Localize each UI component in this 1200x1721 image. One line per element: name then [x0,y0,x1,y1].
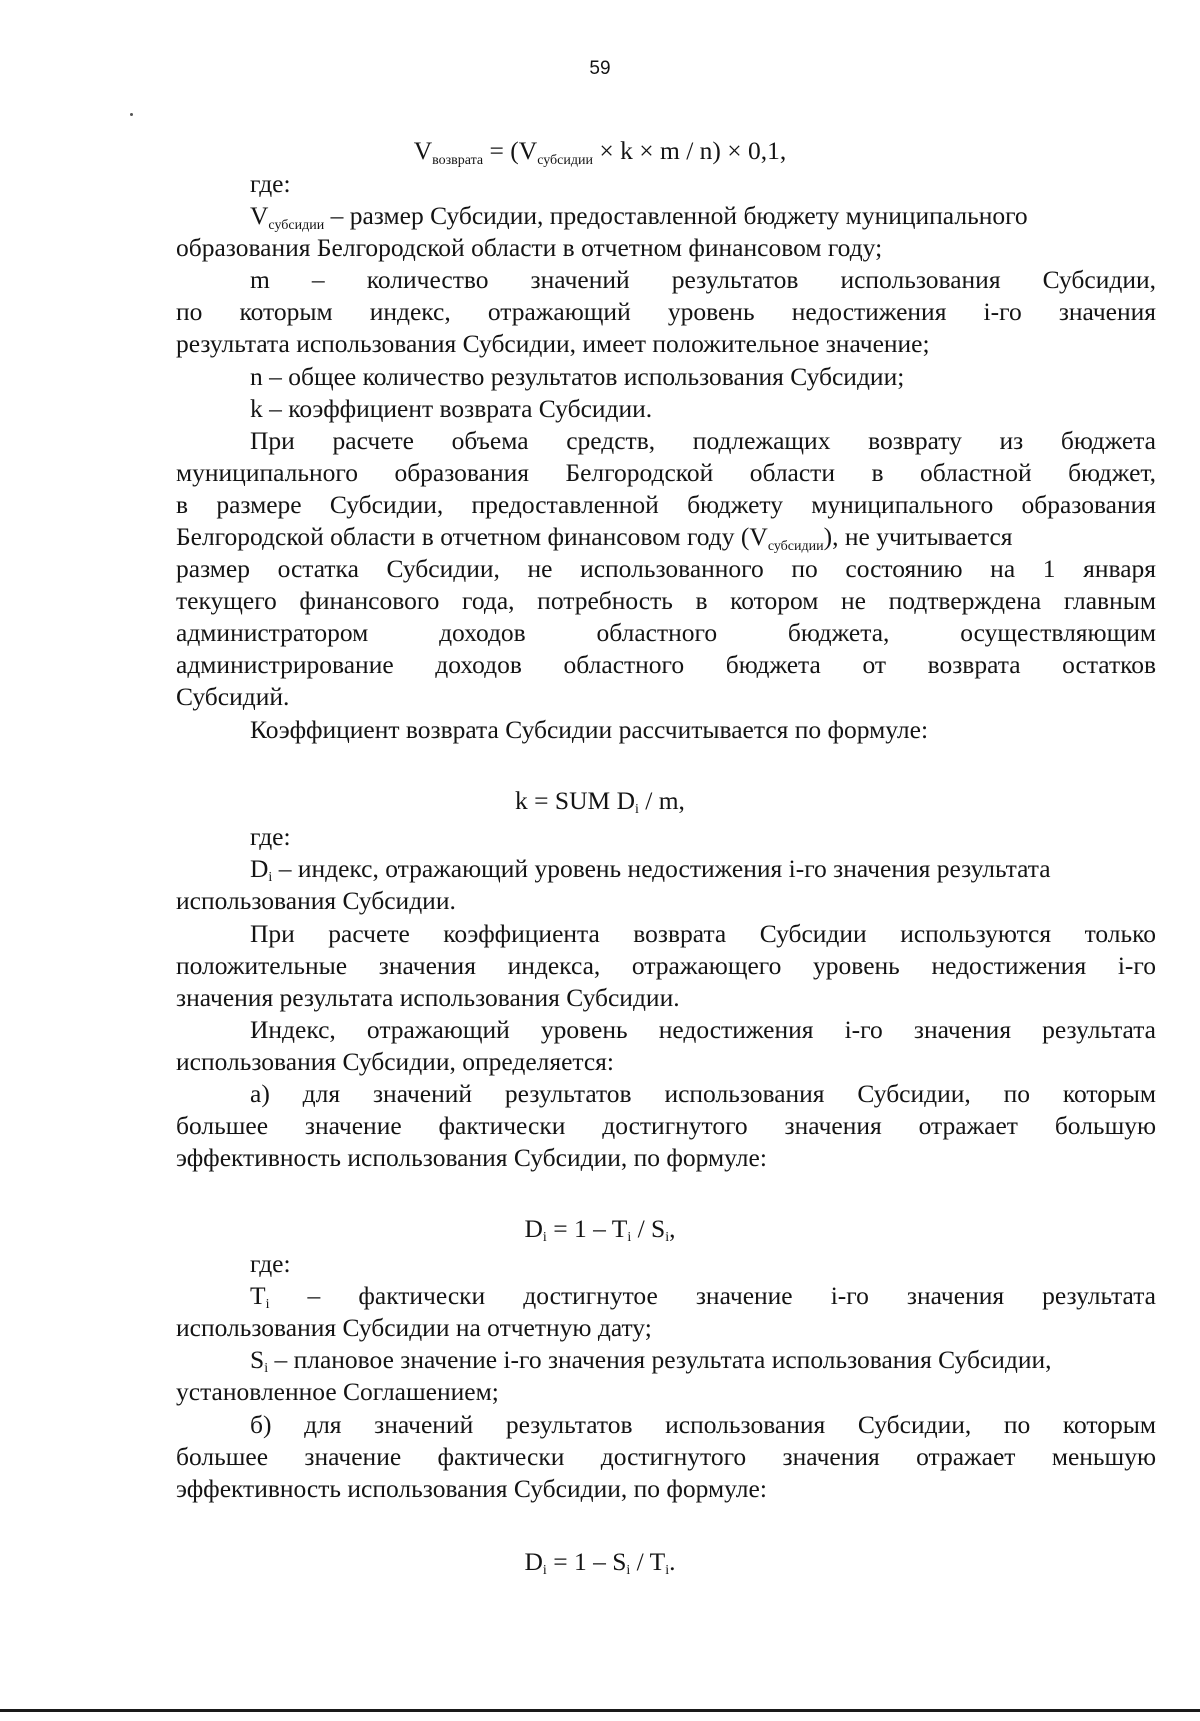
para-positive-line1: При расчете коэффициента возврата Субсидии используются только [250,919,1156,948]
item-b-line2: большее значение фактически достигнутого значения отражает меньшую [176,1442,1156,1471]
item-b-line1: б) для значений результатов использования Субсидии, по которым [250,1410,1156,1439]
def-k: k – коэффициент возврата Субсидии. [250,394,653,423]
para-positive-line3: значения результата использования Субсидии. [176,983,680,1012]
formula-k: k = SUM $D_i$ / m, [515,786,685,817]
def-s-line1: $S_i$ – плановое значение i-го значения результата использования Субсидии, [250,1345,1052,1376]
def-v-line2: образования Белгородской области в отчетном финансовом году; [176,233,883,262]
def-m-line2: по которым индекс, отражающий уровень недостижения i-го значения [176,297,1156,326]
para-calc-line5: размер остатка Субсидии, не использованного по состоянию на 1 января [176,554,1156,583]
def-d-line2: использования Субсидии. [176,886,456,915]
formula-d-b: $D_i = 1 - S_i / T_i$. [524,1547,676,1578]
formula-v-return: Vвозврата = (Vсубсидии × k × m / n) × 0,1, [413,136,787,168]
para-calc-line7: администратором доходов областного бюджета, осуществляющим [176,618,1156,647]
para-calc-line1: При расчете объема средств, подлежащих возврату из бюджета [250,426,1156,455]
para-calc-line9: Субсидий. [176,682,290,711]
para-calc-line2: муниципального образования Белгородской области в областной бюджет, [176,458,1156,487]
where-label: где: [250,169,291,198]
def-m-line3: результата использования Субсидии, имеет положительное значение; [176,329,930,358]
para-positive-line2: положительные значения индекса, отражающего уровень недостижения i-го [176,951,1156,980]
formula-d-a: $D_i = 1 - T_i / S_i$, [524,1214,676,1245]
para-calc-line6: текущего финансового года, потребность в котором не подтверждена главным [176,586,1156,615]
para-calc-line4: Белгородской области в отчетном финансовом году (Vсубсидии), не учитывается [176,522,1013,554]
def-t-line1: $T_i$ – фактически достигнутое значение i-го значения результата [250,1281,1156,1312]
def-t-line2: использования Субсидии на отчетную дату; [176,1313,652,1342]
para-calc-line3: в размере Субсидии, предоставленной бюджету муниципального образования [176,490,1156,519]
def-v-line1: Vсубсидии – размер Субсидии, предоставленной бюджету муниципального [250,201,1028,233]
where-label-2: где: [250,822,291,851]
page-number: 59 [589,58,611,79]
item-a-line2: большее значение фактически достигнутого значения отражает большую [176,1111,1156,1140]
para-index-line2: использования Субсидии, определяется: [176,1047,614,1076]
item-b-line3: эффективность использования Субсидии, по формуле: [176,1474,767,1503]
para-index-line1: Индекс, отражающий уровень недостижения i-го значения результата [250,1015,1156,1044]
scan-bottom-line [0,1709,1200,1712]
def-n: n – общее количество результатов использования Субсидии; [250,362,905,391]
item-a-line3: эффективность использования Субсидии, по формуле: [176,1143,767,1172]
coef-intro: Коэффициент возврата Субсидии рассчитывается по формуле: [250,715,929,744]
scan-speck [130,113,133,116]
def-d-line1: $D_i$ – индекс, отражающий уровень недостижения i-го значения результата [250,854,1051,885]
where-label-3: где: [250,1249,291,1278]
para-calc-line8: администрирование доходов областного бюджета от возврата остатков [176,650,1156,679]
item-a-line1: а) для значений результатов использования Субсидии, по которым [250,1079,1156,1108]
def-m-line1: m – количество значений результатов использования Субсидии, [250,265,1156,294]
def-s-line2: установленное Соглашением; [176,1377,499,1406]
